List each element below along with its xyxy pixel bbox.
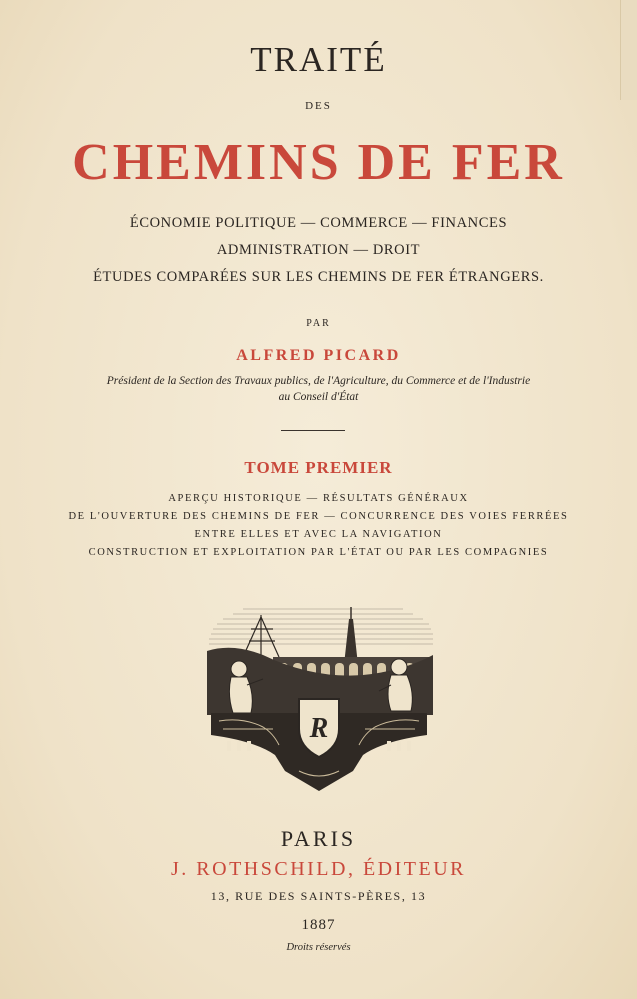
rights-notice: Droits réservés <box>286 942 351 953</box>
main-title: CHEMINS DE FER <box>72 134 565 191</box>
publication-year: 1887 <box>301 917 336 933</box>
author-affiliation-2: au Conseil d'État <box>278 391 359 403</box>
tome-title: TOME PREMIER <box>244 458 393 477</box>
imprint-city: PARIS <box>280 826 357 851</box>
tome-line-4: CONSTRUCTION ET EXPLOITATION PAR L'ÉTAT OU PAR LES COMPAGNIES <box>88 547 549 558</box>
tome-line-2: DE L'OUVERTURE DES CHEMINS DE FER — CONCURRENCE DES VOIES FERRÉES <box>68 511 569 522</box>
tome-line-3: ENTRE ELLES ET AVEC LA NAVIGATION <box>194 529 443 540</box>
subjects-line-2: ADMINISTRATION — DROIT <box>216 242 421 258</box>
subjects-line-1: ÉCONOMIE POLITIQUE — COMMERCE — FINANCES <box>129 215 508 231</box>
subjects-line-3: ÉTUDES COMPARÉES SUR LES CHEMINS DE FER ÉTRANGERS. <box>93 269 544 285</box>
author-name: ALFRED PICARD <box>236 347 401 364</box>
tome-line-1: APERÇU HISTORIQUE — RÉSULTATS GÉNÉRAUX <box>168 493 469 504</box>
publisher-address: 13, RUE DES SAINTS-PÈRES, 13 <box>210 889 427 903</box>
divider-rule <box>281 430 345 431</box>
publisher-name: J. ROTHSCHILD, ÉDITEUR <box>171 858 466 880</box>
engraved-vignette <box>203 595 435 795</box>
title-traite: TRAITÉ <box>250 40 387 79</box>
title-des: DES <box>305 100 332 112</box>
by-label: PAR <box>306 318 331 329</box>
sky-hatching <box>209 609 433 644</box>
author-affiliation-1: Président de la Section des Travaux publics, de l'Agriculture, du Commerce et de l'Industrie <box>106 375 531 387</box>
monogram: R <box>309 713 329 744</box>
